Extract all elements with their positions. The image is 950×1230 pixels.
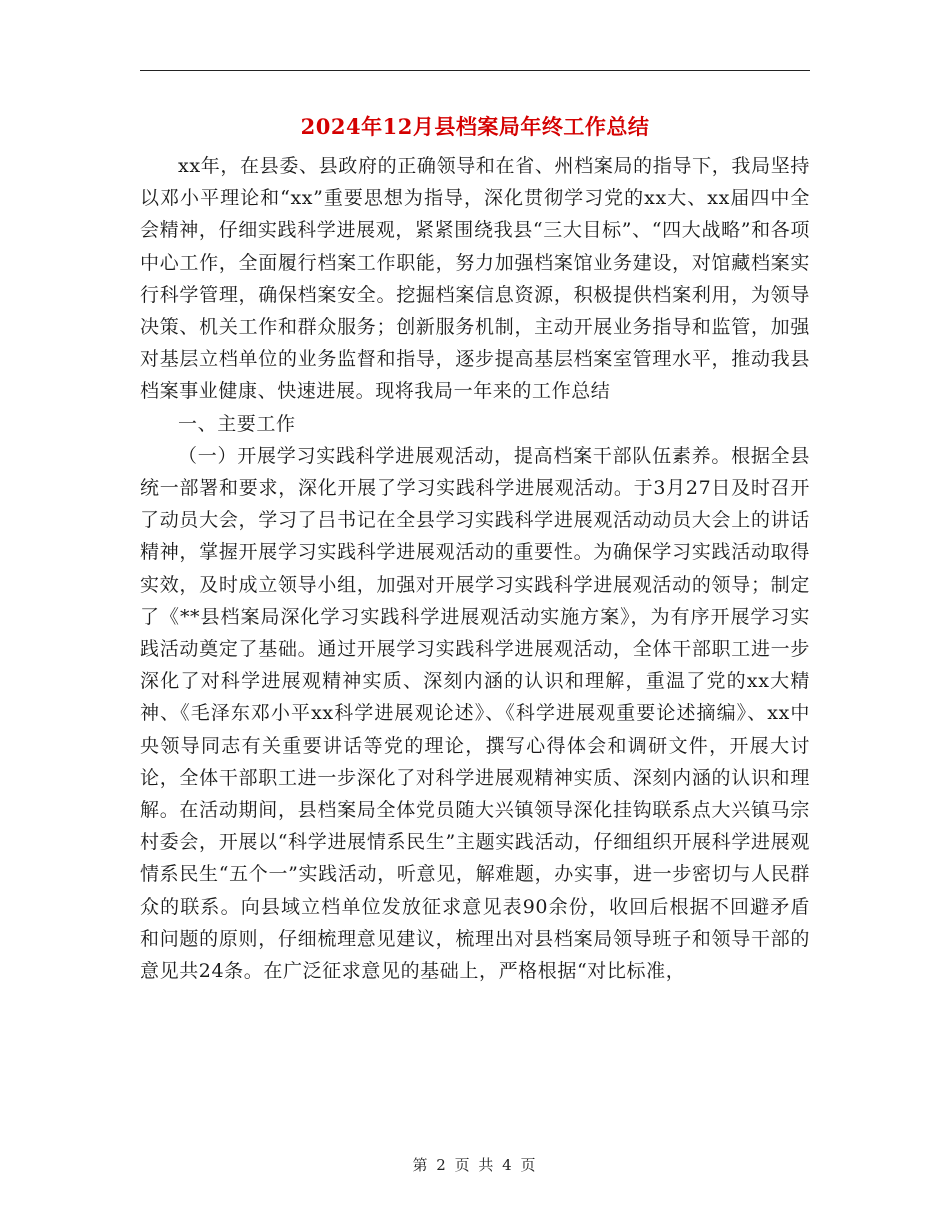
intro-paragraph: xx年，在县委、县政府的正确领导和在省、州档案局的指导下，我局坚持以邓小平理论和“xx”重要思想为指导，深化贯彻学习党的xx大、xx届四中全会精神，仔细实践科学进展观，紧紧围绕我县“三大目标”、“四大战略”和各项中心工作，全面履行档案工作职能，努力加强档案馆业务建设，对馆藏档案实行科学管理，确保档案安全。挖掘档案信息资源，积极提供档案利用，为领导决策、机关工作和群众服务；创新服务机制，主动开展业务指导和监管，加强对基层立档单位的业务监督和指导，逐步提高基层档案室管理水平，推动我县档案事业健康、快速进展。现将我局一年来的工作总结 (140, 155, 810, 403)
page-number: 第 2 页 共 4 页 (412, 1156, 538, 1174)
document-title: 2024年12月县档案局年终工作总结 (300, 114, 650, 139)
document-body (140, 150, 810, 987)
subsection-paragraph: （一）开展学习实践科学进展观活动，提高档案干部队伍素养。根据全县统一部署和要求，深化开展了学习实践科学进展观活动。于3月27日及时召开了动员大会，学习了吕书记在全县学习实践科学进展观活动动员大会上的讲话精神，掌握开展学习实践科学进展观活动的重要性。为确保学习实践活动取得实效，及时成立领导小组，加强对开展学习实践科学进展观活动的领导；制定了《**县档案局深化学习实践科学进展观活动实施方案》，为有序开展学习实践活动奠定了基础。通过开展学习实践科学进展观活动，全体干部职工进一步深化了对科学进展观精神实质、深刻内涵的认识和理解，重温了党的xx大精神、《毛泽东邓小平xx科学进展观论述》、《科学进展观重要论述摘编》、xx中央领导同志有关重要讲话等党的理论，撰写心得体会和调研文件，开展大讨论，全体干部职工进一步深化了对科学进展观精神实质、深刻内涵的认识和理解。在活动期间，县档案局全体党员随大兴镇领导深化挂钩联系点大兴镇马宗村委会，开展以“科学进展情系民生”主题实践活动，仔细组织开展科学进展观情系民生“五个一”实践活动，听意见，解难题，办实事，进一步密切与人民群众的联系。向县域立档单位发放征求意见表90余份，收回后根据不回避矛盾和问题的原则，仔细梳理意见建议，梳理出对县档案局领导班子和领导干部的意见共24条。在广泛征求意见的基础上，严格根据“对比标准， (140, 444, 810, 983)
section-heading: 一、主要工作 (178, 412, 296, 435)
header-rule (140, 70, 810, 71)
